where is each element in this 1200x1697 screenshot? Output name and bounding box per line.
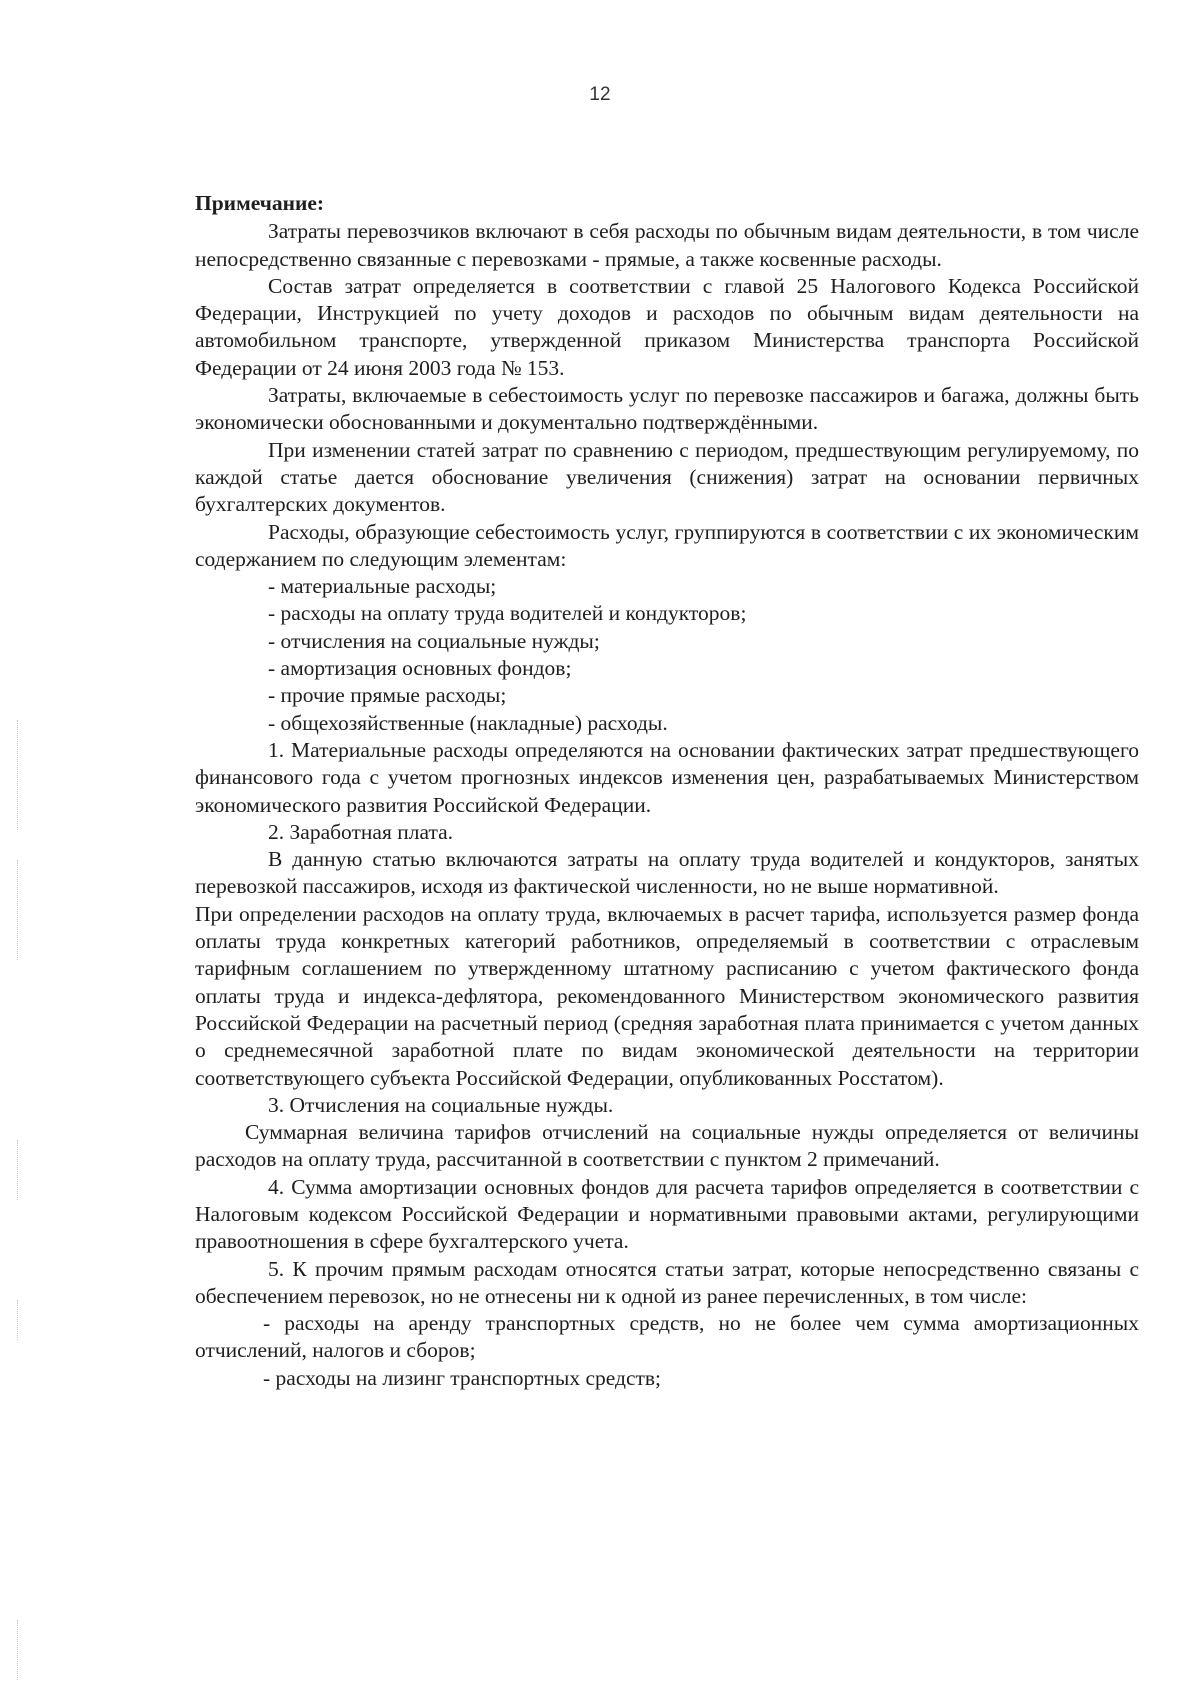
list-item: - расходы на оплату труда водителей и кондукторов; bbox=[268, 601, 747, 626]
scan-edge-mark bbox=[17, 1300, 18, 1340]
document-body bbox=[195, 190, 1139, 1392]
item-3-title: 3. Отчисления на социальные нужды. bbox=[268, 1092, 614, 1117]
item-1-paragraph: 1. Материальные расходы определяются на основании фактических затрат предшествующего финансового года с учетом прогнозных индексов изменения цен, разрабатываемых Министерством экономического развития Российской Федерации. bbox=[195, 737, 1139, 817]
paragraph: Затраты, включаемые в себестоимость услуг по перевозке пассажиров и багажа, должны быть экономически обоснованными и документально подтверждёнными. bbox=[195, 383, 1139, 435]
scan-edge-mark bbox=[17, 1140, 18, 1200]
scan-edge-mark bbox=[17, 720, 18, 830]
item-2-paragraph: При определении расходов на оплату труда, включаемых в расчет тарифа, используется размер фонда оплаты труда конкретных категорий работников, определяемый в соответствии с отраслевым тарифным соглашением по утвержденному штатному расписанию с учетом фактического фонда оплаты труда и индекса-дефлятора, рекомендованного Министерством экономического развития Российской Федерации на расчетный период (средняя заработная плата принимается с учетом данных о среднемесячной заработной плате по видам экономической деятельности на территории соответствующего субъекта Российской Федерации, опубликованных Росстатом). bbox=[195, 901, 1139, 1090]
list-item: - прочие прямые расходы; bbox=[268, 683, 507, 708]
item-2-title: 2. Заработная плата. bbox=[268, 819, 454, 844]
paragraph: Состав затрат определяется в соответствии с главой 25 Налогового Кодекса Российской Федерации, Инструкцией по учету доходов и расходов по обычным видам деятельности на автомобильном транспорте, утвержденной приказом Министерства транспорта Российской Федерации от 24 июня 2003 года № 153. bbox=[195, 273, 1139, 380]
page-number: 12 bbox=[589, 84, 611, 105]
scan-edge-mark bbox=[17, 860, 18, 960]
item-5-subitem: - расходы на лизинг транспортных средств; bbox=[263, 1365, 662, 1390]
paragraph: Расходы, образующие себестоимость услуг, группируются в соответствии с их экономическим содержанием по следующим элементам: bbox=[195, 519, 1139, 571]
paragraph: Затраты перевозчиков включают в себя расходы по обычным видам деятельности, в том числе непосредственно связанные с перевозками - прямые, а также косвенные расходы. bbox=[195, 219, 1139, 271]
list-item: - материальные расходы; bbox=[268, 574, 497, 599]
item-2-paragraph: В данную статью включаются затраты на оплату труда водителей и кондукторов, занятых перевозкой пассажиров, исходя из фактической численности, но не выше нормативной. bbox=[195, 847, 1139, 899]
list-item: - отчисления на социальные нужды; bbox=[268, 628, 600, 653]
item-3-paragraph: Суммарная величина тарифов отчислений на социальные нужды определяется от величины расходов на оплату труда, рассчитанной в соответствии с пунктом 2 примечаний. bbox=[195, 1120, 1139, 1172]
item-5-paragraph: 5. К прочим прямым расходам относятся статьи затрат, которые непосредственно связаны с обеспечением перевозок, но не отнесены ни к одной из ранее перечисленных, в том числе: bbox=[195, 1256, 1139, 1308]
paragraph: При изменении статей затрат по сравнению с периодом, предшествующим регулируемому, по каждой статье дается обоснование увеличения (снижения) затрат на основании первичных бухгалтерских документов. bbox=[195, 437, 1139, 517]
scan-edge-mark bbox=[17, 1620, 18, 1680]
list-item: - общехозяйственные (накладные) расходы. bbox=[268, 710, 668, 735]
note-heading: Примечание: bbox=[195, 191, 325, 215]
item-4-paragraph: 4. Сумма амортизации основных фондов для расчета тарифов определяется в соответствии с Налоговым кодексом Российской Федерации и нормативными правовыми актами, регулирующими правоотношения в сфере бухгалтерского учета. bbox=[195, 1174, 1139, 1254]
list-item: - амортизация основных фондов; bbox=[268, 656, 572, 681]
item-5-subitem: - расходы на аренду транспортных средств, но не более чем сумма амортизационных отчислений, налогов и сборов; bbox=[195, 1311, 1139, 1363]
